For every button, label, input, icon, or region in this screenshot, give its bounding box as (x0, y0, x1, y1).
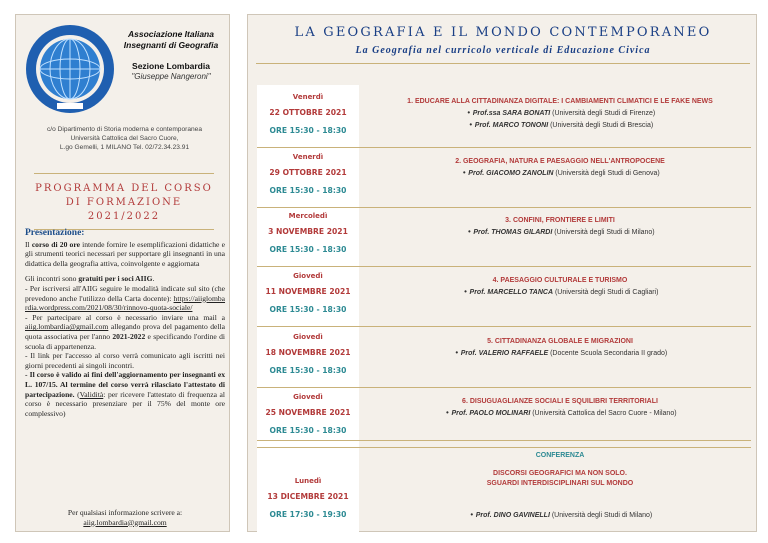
aiig-logo (24, 23, 116, 115)
right-panel (247, 14, 757, 532)
presentation-paragraph-5: - Il link per l'accesso al corso verrà comunicato agli iscritti nei giorni precedenti ai singoli incontri. (25, 351, 225, 370)
speaker (366, 226, 754, 238)
presentation-text (25, 229, 225, 418)
row-divider (257, 326, 751, 327)
conference-divider (257, 440, 751, 441)
session-day: Venerdì (292, 93, 324, 101)
contact-email-link[interactable]: aiig.lombardia@gmail.com (83, 517, 167, 527)
bullet-icon: • (455, 348, 459, 357)
conference-topic-cell (366, 451, 754, 521)
conference-day: Lunedì (294, 477, 322, 485)
session-date-cell (257, 331, 359, 377)
speaker (366, 167, 754, 179)
bullet-icon: • (467, 227, 471, 236)
address-line-3: L.go Gemelli, 1 MILANO Tel. 02/72.34.23.91 (59, 144, 190, 151)
conference-title-2: SGUARDI INTERDISCIPLINARI SUL MONDO (486, 480, 634, 487)
session-time: ORE 15:30 - 18:30 (269, 426, 347, 435)
association-block (116, 29, 226, 82)
presentation-paragraph-4: - Per partecipare al corso è necessario inviare una mail a aiig.lombardia@gmail.com allegando prova del pagamento della quota associativa per l'anno 2021-2022 e specificando l'ordine di scuola di appartenenza. (25, 312, 225, 351)
speaker (366, 347, 754, 359)
session-day: Giovedì (293, 333, 323, 341)
session-date-cell (257, 210, 359, 256)
session-day: Venerdì (292, 153, 324, 161)
session-title: 3. CONFINI, FRONTIERE E LIMITI (505, 217, 615, 224)
speaker-affiliation: (Università degli Studi di Brescia) (548, 122, 654, 129)
presentation-label: Presentazione: (25, 228, 85, 238)
conference-time: ORE 17:30 - 19:30 (269, 510, 347, 519)
speaker-affiliation: (Università degli Studi di Milano) (552, 229, 655, 236)
speaker-name: Prof.ssa SARA BONATI (472, 110, 551, 117)
row-divider (257, 147, 751, 148)
speaker-name: Prof. PAOLO MOLINARI (451, 410, 531, 417)
session-day: Giovedì (293, 393, 323, 401)
conference-date: 13 DICEMBRE 2021 (267, 492, 349, 501)
section-subtitle: "Giuseppe Nangeroni" (131, 72, 211, 81)
main-title: LA GEOGRAFIA E IL MONDO CONTEMPORANEO (294, 25, 712, 40)
program-title-line-1: PROGRAMMA DEL CORSO (35, 183, 213, 194)
session-title: 4. PAESAGGIO CULTURALE E TURISMO (492, 277, 628, 284)
speaker (366, 286, 754, 298)
presentation-paragraph-3: - Per iscriversi all'AIIG seguire le modalità indicate sul sito (che prevedono anche l'utilizzo della Carta docente): https://aiiglombardia.wordpress.com/2021/08/30/rinnovo-quota-sociale/ (25, 283, 226, 313)
speaker-name: Prof. DINO GAVINELLI (475, 512, 550, 519)
session-time: ORE 15:30 - 18:30 (269, 366, 347, 375)
speaker-affiliation: (Docente Scuola Secondaria II grado) (548, 350, 668, 357)
session-topic-cell (366, 97, 754, 131)
speaker-name: Prof. GIACOMO ZANOLIN (468, 170, 554, 177)
session-title: 5. CITTADINANZA GLOBALE E MIGRAZIONI (487, 338, 633, 345)
contact-label: Per qualsiasi informazione scrivere a: (67, 508, 183, 517)
bullet-icon: • (469, 120, 473, 129)
section-name: Sezione Lombardia (132, 61, 210, 71)
session-date: 18 NOVEMBRE 2021 (265, 348, 351, 357)
left-panel (15, 14, 230, 532)
session-day: Giovedì (293, 272, 323, 280)
session-topic-cell (366, 276, 754, 298)
presentation-paragraph-1: Il corso di 20 ore intende fornire le esemplificazioni didattiche e gli strumenti teorici necessari per supportare gli insegnanti in una didattica della geografia attiva, coinvolgente e aggiornata (25, 239, 225, 268)
session-date: 3 NOVEMBRE 2021 (268, 227, 348, 236)
session-date-cell (257, 270, 359, 316)
title-divider (256, 63, 750, 64)
session-date-cell (257, 391, 359, 437)
conference-title-1: DISCORSI GEOGRAFICI MA NON SOLO. (493, 470, 627, 477)
conference-label: CONFERENZA (535, 452, 585, 459)
bullet-icon: • (470, 510, 474, 519)
session-date-cell (257, 151, 359, 197)
row-divider (257, 207, 751, 208)
main-subtitle: La Geografia nel curricolo verticale di Educazione Civica (355, 45, 651, 56)
row-divider (257, 387, 751, 388)
session-topic-cell (366, 216, 754, 238)
speaker-name: Prof. MARCELLO TANCA (469, 289, 554, 296)
bullet-icon: • (464, 287, 467, 296)
renewal-link[interactable]: https://aiiglombardia.wordpress.com/2021/08/30/rinnovo-quota-sociale/ (25, 293, 226, 313)
speaker-name: Prof. THOMAS GILARDI (473, 229, 553, 236)
divider-top (34, 173, 214, 174)
presentation-paragraph-6: - Il corso è valido ai fini dell'aggiornamento per insegnanti ex L. 107/15. Al termine del corso verrà rilasciato l'attestato di partecipazione. (Validità: per ricevere l'attestato di frequenza al corso è necessario presenziare per il 75% del monte ore complessivo) (25, 370, 225, 418)
session-title: 6. DISUGUAGLIANZE SOCIALI E SQUILIBRI TERRITORIALI (462, 398, 658, 405)
speaker-affiliation: (Università degli Studi di Milano) (549, 512, 653, 519)
session-title: 2. GEOGRAFIA, NATURA E PAESAGGIO NELL'ANTROPOCENE (455, 158, 665, 165)
address-line-1: c/o Dipartimento di Storia moderna e contemporanea (46, 126, 203, 133)
conference-date-cell (257, 475, 359, 521)
program-year: 2021/2022 (87, 211, 161, 222)
session-date: 25 NOVEMBRE 2021 (265, 408, 351, 417)
session-date: 29 OTTOBRE 2021 (269, 168, 347, 177)
session-time: ORE 15:30 - 18:30 (269, 126, 347, 135)
row-divider (257, 266, 751, 267)
address-line-2: Università Cattolica del Sacro Cuore, (70, 135, 179, 142)
session-date: 22 OTTOBRE 2021 (269, 108, 347, 117)
presentation-paragraph-2: Gli incontri sono gratuiti per i soci AIIG. (25, 274, 155, 284)
session-topic-cell (366, 157, 754, 179)
session-topic-cell (366, 337, 754, 359)
bullet-icon: • (462, 168, 466, 177)
speaker (366, 407, 754, 419)
program-title-line-2: DI FORMAZIONE (65, 197, 183, 208)
session-date-cell (257, 91, 359, 137)
bullet-icon: • (467, 108, 471, 117)
speaker-name: Prof. VALERIO RAFFAELE (460, 350, 549, 357)
conference-speaker (366, 509, 754, 521)
speaker-affiliation: (Università degli Studi di Cagliari) (553, 289, 659, 296)
session-time: ORE 15:30 - 18:30 (269, 245, 347, 254)
speaker-affiliation: (Università degli Studi di Firenze) (550, 110, 656, 117)
session-time: ORE 15:30 - 18:30 (269, 186, 347, 195)
session-day: Mercoledì (288, 212, 328, 220)
session-title: 1. EDUCARE ALLA CITTADINANZA DIGITALE: I CAMBIAMENTI CLIMATICI E LE FAKE NEWS (407, 98, 713, 105)
contact-info (25, 508, 225, 527)
bullet-icon: • (446, 408, 449, 417)
speaker (366, 119, 754, 131)
session-time: ORE 15:30 - 18:30 (269, 305, 347, 314)
address (22, 125, 227, 152)
speaker (366, 107, 754, 119)
session-topic-cell (366, 397, 754, 419)
email-link[interactable]: aiig.lombardia@gmail.com (25, 322, 109, 332)
session-date: 11 NOVEMBRE 2021 (265, 287, 351, 296)
speaker-affiliation: (Università Cattolica del Sacro Cuore - Milano) (530, 410, 677, 417)
program-title (24, 182, 224, 224)
association-name: Associazione Italiana Insegnanti di Geografia (123, 29, 219, 50)
row-divider (257, 447, 751, 448)
speaker-name: Prof. MARCO TONONI (474, 122, 549, 129)
speaker-affiliation: (Università degli Studi di Genova) (553, 170, 660, 177)
